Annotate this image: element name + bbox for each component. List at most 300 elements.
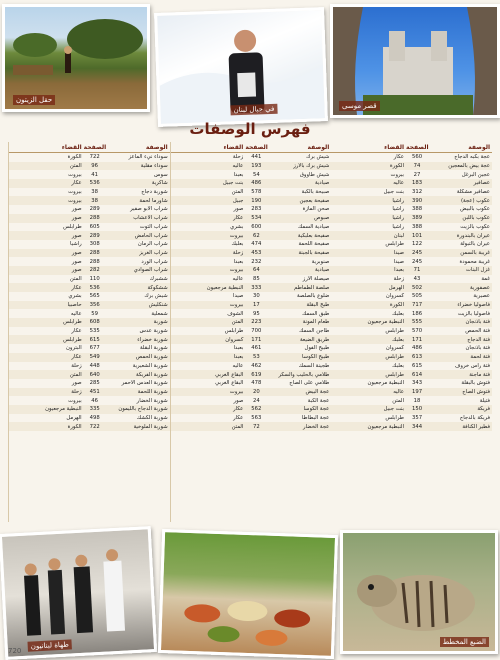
region-name: راشيا [392,223,405,230]
table-row [9,388,170,397]
table-row [171,275,332,284]
region-name: المتن [231,189,244,196]
region-name: صيدا [232,293,244,300]
table-row [9,223,170,232]
recipe-name: صفيحة بالجبنة [298,249,330,256]
header-page: الصفحة [406,143,429,151]
table-row [171,249,332,258]
table-row [171,257,332,266]
recipe-name: شوربة الملوخية [133,423,168,430]
region-name: بيروت [229,388,244,395]
table-row [171,188,332,197]
region-name: عكار [71,354,82,361]
region-name: الشوف [227,310,244,317]
recipe-name: شاورما لحمة [139,197,168,204]
table-row [171,335,332,344]
page-number-cell: 462 [251,362,262,369]
region-name: زحلة [71,388,82,395]
page-number-cell: 461 [251,345,262,352]
page-number-cell: 389 [411,215,423,222]
table-row [171,301,332,310]
table-row [331,188,492,197]
page-number-cell: 183 [411,180,423,187]
table-row [9,179,170,188]
table-row [331,179,492,188]
recipe-name: عيران بالبندورة [456,232,491,239]
table-row [171,362,332,371]
table-row [9,405,170,414]
table-row [331,318,492,327]
page-number-cell: 232 [251,258,262,265]
page-number-cell: 24 [252,397,260,404]
region-name: بيروت [68,197,82,204]
caption-top-middle: في جبال لبنان [230,104,277,116]
region-name: الكورة [67,423,82,430]
recipe-name: شوربة البقلة [139,345,168,352]
region-name: راشيا [69,241,82,248]
table-row [331,153,492,162]
page-number-cell: 20 [252,388,260,395]
header-recipe: الوصفة [468,143,491,151]
recipe-name: شاكرية [151,180,168,187]
page-number-cell: 451 [89,388,100,395]
region-name: راشيا [392,206,405,213]
region-name: بعبدا [233,354,244,361]
recipe-name: شمعلية [151,310,168,317]
header-recipe: الوصفة [145,143,168,151]
region-name: المتن [69,371,82,378]
table-row [331,266,492,275]
region-name: الكورة [389,163,405,170]
recipe-name: شيش طاووق [299,171,330,178]
recipe-name: صيصلة الأرز [302,275,330,282]
table-row [9,257,170,266]
region-name: لبنان [393,232,405,239]
region-name: صيدا [393,258,405,265]
table-row [171,318,332,327]
table-row [331,344,492,353]
recipe-name: صنوبرية [311,258,330,265]
region-name: بيروت [68,189,82,196]
recipe-name: سوداء نيء الماعز [128,154,168,161]
region-name: عكار [71,328,82,335]
photo-mountain-man [154,7,328,127]
recipe-name: شوربة اللحمة [137,388,168,395]
table-header [9,142,170,153]
region-name: بعبدا [233,258,244,265]
table-row [9,162,170,171]
page-number-cell: 640 [89,371,100,378]
recipe-name: سوس [154,171,168,178]
region-name: صور [71,258,82,265]
page-number-cell: 95 [252,310,260,317]
table-row [9,301,170,310]
recipe-name: صفيحة بعجين [299,197,330,204]
table-row [331,196,492,205]
table-row [171,214,332,223]
page-number-cell: 288 [89,258,100,265]
page-number-cell: 600 [251,223,262,230]
recipe-name: شراب الأعشاب [133,215,168,222]
table-row [171,170,332,179]
table-row [9,275,170,284]
page-number-cell: 101 [411,232,423,239]
recipe-name: عجة الكبة [307,397,330,404]
page-number-cell: 110 [89,275,100,282]
header-region: القضاء [61,143,82,151]
table-row [171,379,332,388]
page-number-cell: 605 [89,223,100,230]
region-name: صيدا [393,249,405,256]
table-row [9,249,170,258]
recipe-name: فتة الدجاج [467,336,491,343]
table-row [171,179,332,188]
table-row [171,292,332,301]
table-row [331,170,492,179]
recipe-name: شراب التوت [139,223,168,230]
recipe-name: شوربة [153,319,168,326]
page-number-cell: 357 [411,414,423,421]
region-name: صور [71,206,82,213]
table-row [331,335,492,344]
region-name: بعبدا [233,345,244,352]
chefs-image [2,529,154,656]
page-number-cell: 122 [411,241,423,248]
region-name: الكورة [67,154,82,161]
page-number-cell: 53 [252,354,260,361]
region-name: عكار [233,414,244,421]
recipe-name: غمة [481,275,491,282]
region-name: الهرمل [388,284,405,291]
table-row [9,362,170,371]
region-name: بيروت [68,171,82,178]
region-name: حاصبيا [67,302,82,309]
page-number-cell: 17 [252,302,260,309]
page-number-cell: 312 [411,189,423,196]
recipe-name: صيادية [314,267,330,274]
region-name: طرابلس [385,414,405,421]
recipe-name: عكوب بالزيت [460,223,491,230]
page-number-cell: 85 [252,275,260,282]
recipe-index-table [8,142,492,522]
recipe-name: فتة باذنجان [465,319,491,326]
page-number-cell: 308 [89,241,100,248]
region-name: طرابلس [224,328,244,335]
recipe-name: شراب الرمان [137,241,168,248]
region-name: طرابلس [63,319,82,326]
page-number-cell: 18 [413,397,421,404]
region-name: المتن [69,275,82,282]
region-name: بنت جبيل [383,406,405,413]
recipe-name: فريكة [477,406,491,413]
region-name: عاليه [232,275,244,282]
recipe-name: ششبرك [149,275,168,282]
table-row [171,344,332,353]
table-row [9,153,170,162]
region-name: بشري [68,293,82,300]
olive-field-image [5,7,147,109]
table-row [331,422,492,431]
recipe-name: فتة ماجنة [469,371,491,378]
table-row [171,422,332,431]
recipe-name: فتة الحمص [465,328,491,335]
page-number-cell: 171 [251,336,262,343]
page-number-cell: 64 [252,267,260,274]
region-name: بيروت [390,171,405,178]
page-number-cell: 193 [251,163,262,170]
region-name: عاليه [232,163,244,170]
region-name: النبطية مرجعيون [367,423,405,430]
region-name: عاليه [232,362,244,369]
region-name: الكورة [389,302,405,309]
page-number-cell: 390 [411,197,423,204]
table-row [171,223,332,232]
table-row [9,283,170,292]
header-page: الصفحة [245,143,268,151]
recipe-name: صيادية السمك [297,223,330,230]
table-header [171,142,332,153]
recipe-name: فاصوليا بالزيت [457,310,491,317]
recipe-name: طبيخ الكوسا [302,354,330,361]
region-name: بعلبك [392,336,405,343]
header-region: القضاء [384,143,405,151]
region-name: بعبدا [233,171,244,178]
table-row [331,396,492,405]
region-name: بيروت [68,397,82,404]
recipe-name: عجين البرغل [461,171,491,178]
table-row [9,231,170,240]
recipe-name: غريبة بالسمن [460,249,491,256]
page-title: فهرس الوصفات [189,120,311,138]
table-row [331,257,492,266]
region-name: كسروان [385,293,405,300]
recipe-name: ضلوع بالصلصة [297,293,330,300]
table-row [331,309,492,318]
table-row [331,379,492,388]
region-name: بيروت [229,232,244,239]
region-name: المتن [69,163,82,170]
table-row [171,405,332,414]
table-row [9,379,170,388]
page-number-cell: 343 [411,380,423,387]
recipe-name: طبخ البقلة [306,302,330,309]
recipe-name: طريق الضيعة [299,336,330,343]
region-name: زحلة [71,362,82,369]
recipe-name: طبق السمك [302,310,330,317]
page-number-cell: 288 [89,215,100,222]
page-number-cell: 615 [89,336,100,343]
table-row [331,214,492,223]
region-name: المتن [231,319,244,326]
page-number-cell: 282 [89,267,100,274]
table-row [9,196,170,205]
page-number-cell: 388 [411,223,423,230]
recipe-name: فاصوليا خضراء [457,302,491,309]
recipe-name: شوربة الكشك [136,414,168,421]
region-name: عكار [233,215,244,222]
region-name: البقاع الغربي [215,371,244,378]
page-number-cell: 549 [89,354,100,361]
page-number-cell: 289 [89,206,100,213]
region-name: بعبدا [394,267,405,274]
table-row [9,327,170,336]
region-name: صور [233,397,244,404]
page-number-cell: 441 [251,154,262,161]
table-row [331,162,492,171]
table-row [331,353,492,362]
recipe-name: عكوب (عجة) [460,197,491,204]
page-number-cell: 486 [251,180,262,187]
recipe-name: شراب الأبو صفير [130,206,168,213]
region-name: صور [71,215,82,222]
table-row [331,231,492,240]
table-row [9,205,170,214]
table-row [331,370,492,379]
table-row [331,414,492,423]
page-number-cell: 285 [89,380,100,387]
recipe-name: عجة الكوسا [303,406,330,413]
region-name: النبطية مرجعيون [367,380,405,387]
region-name: راشيا [392,197,405,204]
region-name: البقاع الغربي [215,380,244,387]
table-row [171,353,332,362]
photo-hyena [340,530,498,654]
page-number-cell: 536 [89,180,100,187]
recipe-name: عكوب بالبيض [460,206,491,213]
table-row [171,153,332,162]
caption-bottom-right: الضبع المخطط [440,637,489,647]
table-row [331,240,492,249]
recipe-name: شراب الورد [141,258,168,265]
index-column-group-1 [8,142,170,522]
recipe-name: صفيحة اللحمة [298,241,330,248]
index-column-group-3 [331,142,492,522]
page-number-cell: 453 [251,249,262,256]
region-name: زحلة [232,249,244,256]
region-name: عاليه [393,180,405,187]
page-number-cell: 333 [251,284,262,291]
recipe-name: شوربة الدجاج بالليمون [118,406,168,413]
feast-image [161,532,335,656]
page-number-cell: 388 [411,206,423,213]
table-row [171,370,332,379]
recipe-name: شيش برك بالأرز [293,163,330,170]
region-name: صور [233,206,244,213]
recipe-name: صبيحة بالكبة [301,189,330,196]
region-name: المتن [231,423,244,430]
region-name: صور [71,232,82,239]
recipe-name: فتيلة [479,397,491,404]
table-row [331,388,492,397]
page-number-cell: 619 [251,371,262,378]
page-number-cell: 71 [413,267,421,274]
page-number-cell: 289 [89,232,100,239]
caption-top-right: قصر موسى [339,101,380,111]
header-recipe: الوصفة [307,143,330,151]
region-name: زحلة [393,275,405,282]
region-name: بيروت [229,302,244,309]
header-page: الصفحة [83,143,107,151]
page-number-cell: 448 [89,362,100,369]
table-row [331,249,492,258]
region-name: صور [71,380,82,387]
table-row [9,353,170,362]
page-number-cell: 614 [411,371,423,378]
page-number-cell: 613 [411,354,423,361]
page-number-cell: 59 [91,310,99,317]
page-number-cell: 62 [252,232,260,239]
table-row [9,335,170,344]
region-name: النبطية مرجعيون [367,319,405,326]
table-row [9,309,170,318]
region-name: المتن [392,397,405,404]
page-number-cell: 96 [91,163,99,170]
region-name: عكار [233,406,244,413]
page-number-cell: 186 [411,310,423,317]
page-number-cell: 563 [251,414,262,421]
recipe-name: فتة راس خروف [454,362,491,369]
page-number-cell: 578 [251,189,262,196]
table-row [9,266,170,275]
recipe-name: شوربة الحمص [135,354,168,361]
region-name: بشري [230,223,244,230]
page-number-cell: 486 [411,345,423,352]
table-row [171,388,332,397]
page-number-cell: 722 [89,154,100,161]
page-number-cell: 722 [89,423,100,430]
page-number-cell: 150 [411,406,423,413]
region-name: عكار [71,284,82,291]
recipe-name: عجة بيض بالمعجين [448,163,491,170]
recipe-name: شراب الغريز [139,249,168,256]
recipe-name: فريكة بالدجاج [459,414,491,421]
photo-olive-field [2,4,150,112]
page-number-cell: 498 [89,414,100,421]
recipe-name: شيش برك [144,293,168,300]
region-name: بيروت [229,267,244,274]
table-row [9,214,170,223]
region-name: راشيا [392,215,405,222]
recipe-name: طلامي على الصاج [289,380,330,387]
page-number-cell: 46 [91,397,99,404]
table-row [171,414,332,423]
page-number-cell: 536 [89,284,100,291]
recipe-name: شوربة الفريكة [136,371,168,378]
table-row [171,240,332,249]
page-number-cell: 283 [251,206,262,213]
region-name: عاليه [393,388,405,395]
region-name: بعلبك [392,310,405,317]
table-row [9,170,170,179]
table-row [171,231,332,240]
recipe-name: طعام المونة [302,319,330,326]
page-number-cell: 534 [251,215,262,222]
table-row [331,205,492,214]
recipe-name: عكوب باللبن [462,215,491,222]
region-name: بعلبك [231,241,244,248]
caption-bottom-left: طهاة لبنانيون [27,639,72,651]
recipe-name: عصافير مشكلة [456,189,491,196]
table-row [171,396,332,405]
page-number-cell: 27 [413,171,421,178]
table-header [331,142,492,153]
region-name: بعلبك [392,362,405,369]
table-row [9,344,170,353]
recipe-name: صيادية [314,180,330,187]
page-number-cell: 535 [89,328,100,335]
table-row [331,405,492,414]
recipe-name: صفيحة بعلبكية [297,232,330,239]
